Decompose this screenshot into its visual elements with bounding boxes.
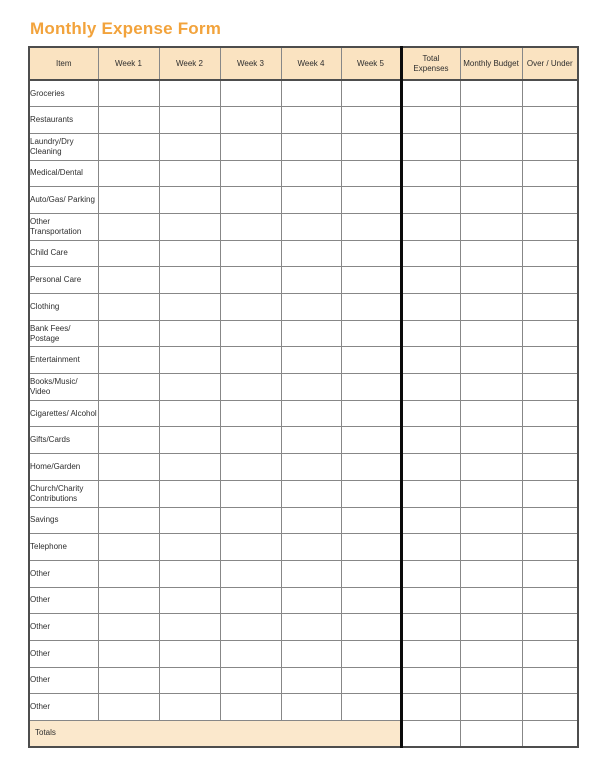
cell-week5[interactable] xyxy=(341,374,401,401)
column-header-week1: Week 1 xyxy=(98,47,159,80)
cell-week1[interactable] xyxy=(98,107,159,134)
cell-total_expenses[interactable] xyxy=(401,347,460,374)
cell-week1[interactable] xyxy=(98,507,159,534)
totals-label-cell: Totals xyxy=(29,721,401,747)
cell-week3[interactable] xyxy=(220,160,281,187)
cell-week4[interactable] xyxy=(281,694,341,721)
totals-cell-over_under[interactable] xyxy=(522,721,578,747)
cell-week1[interactable] xyxy=(98,534,159,561)
cell-total_expenses[interactable] xyxy=(401,187,460,214)
cell-over_under[interactable] xyxy=(522,320,578,347)
cell-total_expenses[interactable] xyxy=(401,294,460,321)
cell-monthly_budget[interactable] xyxy=(460,427,522,454)
cell-week4[interactable] xyxy=(281,240,341,267)
cell-over_under[interactable] xyxy=(522,294,578,321)
row-label: Restaurants xyxy=(29,107,98,134)
cell-week3[interactable] xyxy=(220,213,281,240)
cell-week1[interactable] xyxy=(98,454,159,481)
row-label: Savings xyxy=(29,507,98,534)
cell-week5[interactable] xyxy=(341,294,401,321)
row-label: Church/Charity Contributions xyxy=(29,480,98,507)
table-row xyxy=(29,107,578,134)
cell-week2[interactable] xyxy=(159,667,220,694)
cell-monthly_budget[interactable] xyxy=(460,454,522,481)
cell-week5[interactable] xyxy=(341,213,401,240)
cell-week2[interactable] xyxy=(159,294,220,321)
cell-week4[interactable] xyxy=(281,507,341,534)
row-label: Laundry/Dry Cleaning xyxy=(29,133,98,160)
cell-week5[interactable] xyxy=(341,427,401,454)
cell-monthly_budget[interactable] xyxy=(460,294,522,321)
cell-week4[interactable] xyxy=(281,640,341,667)
cell-week1[interactable] xyxy=(98,213,159,240)
cell-week5[interactable] xyxy=(341,534,401,561)
cell-week5[interactable] xyxy=(341,560,401,587)
totals-row xyxy=(29,721,578,747)
cell-week1[interactable] xyxy=(98,667,159,694)
cell-monthly_budget[interactable] xyxy=(460,507,522,534)
cell-total_expenses[interactable] xyxy=(401,560,460,587)
cell-week1[interactable] xyxy=(98,160,159,187)
cell-over_under[interactable] xyxy=(522,694,578,721)
cell-monthly_budget[interactable] xyxy=(460,347,522,374)
table-row xyxy=(29,454,578,481)
cell-week3[interactable] xyxy=(220,427,281,454)
cell-week1[interactable] xyxy=(98,347,159,374)
cell-week5[interactable] xyxy=(341,507,401,534)
cell-week3[interactable] xyxy=(220,667,281,694)
cell-over_under[interactable] xyxy=(522,133,578,160)
row-label: Other xyxy=(29,640,98,667)
header-row xyxy=(29,47,578,80)
cell-week3[interactable] xyxy=(220,454,281,481)
row-label: Entertainment xyxy=(29,347,98,374)
cell-week3[interactable] xyxy=(220,320,281,347)
cell-week5[interactable] xyxy=(341,160,401,187)
cell-total_expenses[interactable] xyxy=(401,320,460,347)
table-row xyxy=(29,534,578,561)
cell-week1[interactable] xyxy=(98,560,159,587)
cell-over_under[interactable] xyxy=(522,267,578,294)
cell-week5[interactable] xyxy=(341,694,401,721)
cell-over_under[interactable] xyxy=(522,213,578,240)
cell-week5[interactable] xyxy=(341,240,401,267)
cell-week2[interactable] xyxy=(159,614,220,641)
column-header-item: Item xyxy=(29,47,98,80)
cell-monthly_budget[interactable] xyxy=(460,187,522,214)
cell-week2[interactable] xyxy=(159,560,220,587)
cell-over_under[interactable] xyxy=(522,240,578,267)
cell-week3[interactable] xyxy=(220,614,281,641)
cell-total_expenses[interactable] xyxy=(401,454,460,481)
cell-week5[interactable] xyxy=(341,80,401,107)
cell-week1[interactable] xyxy=(98,587,159,614)
cell-monthly_budget[interactable] xyxy=(460,133,522,160)
cell-total_expenses[interactable] xyxy=(401,427,460,454)
cell-monthly_budget[interactable] xyxy=(460,240,522,267)
totals-cell-monthly_budget[interactable] xyxy=(460,721,522,747)
cell-week1[interactable] xyxy=(98,267,159,294)
row-label: Clothing xyxy=(29,294,98,321)
cell-total_expenses[interactable] xyxy=(401,213,460,240)
cell-week3[interactable] xyxy=(220,187,281,214)
cell-total_expenses[interactable] xyxy=(401,107,460,134)
cell-week3[interactable] xyxy=(220,294,281,321)
cell-week5[interactable] xyxy=(341,320,401,347)
cell-monthly_budget[interactable] xyxy=(460,480,522,507)
table-header xyxy=(29,47,578,80)
cell-week3[interactable] xyxy=(220,587,281,614)
table-row xyxy=(29,614,578,641)
cell-monthly_budget[interactable] xyxy=(460,160,522,187)
table-row xyxy=(29,480,578,507)
cell-monthly_budget[interactable] xyxy=(460,400,522,427)
cell-total_expenses[interactable] xyxy=(401,80,460,107)
row-label: Personal Care xyxy=(29,267,98,294)
table-row xyxy=(29,667,578,694)
cell-week4[interactable] xyxy=(281,480,341,507)
cell-monthly_budget[interactable] xyxy=(460,107,522,134)
cell-over_under[interactable] xyxy=(522,400,578,427)
row-label: Home/Garden xyxy=(29,454,98,481)
cell-week4[interactable] xyxy=(281,160,341,187)
cell-week2[interactable] xyxy=(159,347,220,374)
cell-week2[interactable] xyxy=(159,480,220,507)
cell-total_expenses[interactable] xyxy=(401,160,460,187)
cell-monthly_budget[interactable] xyxy=(460,320,522,347)
cell-week5[interactable] xyxy=(341,614,401,641)
table-body xyxy=(29,80,578,747)
cell-week2[interactable] xyxy=(159,694,220,721)
cell-over_under[interactable] xyxy=(522,534,578,561)
page-title: Monthly Expense Form xyxy=(30,19,222,38)
cell-total_expenses[interactable] xyxy=(401,480,460,507)
cell-week4[interactable] xyxy=(281,187,341,214)
cell-week4[interactable] xyxy=(281,614,341,641)
cell-week5[interactable] xyxy=(341,187,401,214)
row-label: Other Transportation xyxy=(29,213,98,240)
cell-monthly_budget[interactable] xyxy=(460,667,522,694)
cell-total_expenses[interactable] xyxy=(401,133,460,160)
row-label: Bank Fees/ Postage xyxy=(29,320,98,347)
cell-week2[interactable] xyxy=(159,107,220,134)
cell-week4[interactable] xyxy=(281,560,341,587)
cell-week2[interactable] xyxy=(159,80,220,107)
cell-monthly_budget[interactable] xyxy=(460,694,522,721)
cell-week4[interactable] xyxy=(281,534,341,561)
row-label: Other xyxy=(29,614,98,641)
cell-over_under[interactable] xyxy=(522,640,578,667)
row-label: Groceries xyxy=(29,80,98,107)
cell-week4[interactable] xyxy=(281,400,341,427)
cell-over_under[interactable] xyxy=(522,614,578,641)
cell-week3[interactable] xyxy=(220,374,281,401)
cell-total_expenses[interactable] xyxy=(401,507,460,534)
cell-week2[interactable] xyxy=(159,133,220,160)
column-header-total_expenses: Total Expenses xyxy=(401,47,460,80)
cell-week3[interactable] xyxy=(220,640,281,667)
cell-total_expenses[interactable] xyxy=(401,667,460,694)
cell-week4[interactable] xyxy=(281,374,341,401)
cell-week2[interactable] xyxy=(159,160,220,187)
cell-week2[interactable] xyxy=(159,400,220,427)
cell-week2[interactable] xyxy=(159,267,220,294)
table-row xyxy=(29,374,578,401)
cell-week1[interactable] xyxy=(98,614,159,641)
cell-total_expenses[interactable] xyxy=(401,640,460,667)
cell-monthly_budget[interactable] xyxy=(460,560,522,587)
cell-week1[interactable] xyxy=(98,240,159,267)
cell-total_expenses[interactable] xyxy=(401,240,460,267)
cell-week4[interactable] xyxy=(281,320,341,347)
cell-week5[interactable] xyxy=(341,454,401,481)
table-row xyxy=(29,694,578,721)
table-row xyxy=(29,80,578,107)
table-row xyxy=(29,640,578,667)
row-label: Telephone xyxy=(29,534,98,561)
cell-week5[interactable] xyxy=(341,640,401,667)
table-row xyxy=(29,427,578,454)
cell-total_expenses[interactable] xyxy=(401,694,460,721)
row-label: Cigarettes/ Alcohol xyxy=(29,400,98,427)
cell-week2[interactable] xyxy=(159,187,220,214)
cell-total_expenses[interactable] xyxy=(401,587,460,614)
cell-over_under[interactable] xyxy=(522,160,578,187)
cell-monthly_budget[interactable] xyxy=(460,80,522,107)
table-row xyxy=(29,347,578,374)
cell-week2[interactable] xyxy=(159,640,220,667)
cell-monthly_budget[interactable] xyxy=(460,267,522,294)
table-row xyxy=(29,213,578,240)
cell-week1[interactable] xyxy=(98,694,159,721)
table-row xyxy=(29,507,578,534)
cell-monthly_budget[interactable] xyxy=(460,213,522,240)
column-header-week5: Week 5 xyxy=(341,47,401,80)
cell-week3[interactable] xyxy=(220,694,281,721)
cell-total_expenses[interactable] xyxy=(401,400,460,427)
row-label: Other xyxy=(29,694,98,721)
cell-total_expenses[interactable] xyxy=(401,534,460,561)
cell-week1[interactable] xyxy=(98,294,159,321)
table-row xyxy=(29,560,578,587)
cell-week2[interactable] xyxy=(159,213,220,240)
cell-week1[interactable] xyxy=(98,427,159,454)
expense-table xyxy=(28,46,579,748)
cell-week4[interactable] xyxy=(281,667,341,694)
column-header-over_under: Over / Under xyxy=(522,47,578,80)
row-label: Child Care xyxy=(29,240,98,267)
cell-week3[interactable] xyxy=(220,267,281,294)
cell-week1[interactable] xyxy=(98,640,159,667)
table-row xyxy=(29,160,578,187)
cell-over_under[interactable] xyxy=(522,374,578,401)
row-label: Other xyxy=(29,667,98,694)
column-header-week2: Week 2 xyxy=(159,47,220,80)
cell-week5[interactable] xyxy=(341,480,401,507)
cell-week3[interactable] xyxy=(220,507,281,534)
cell-week5[interactable] xyxy=(341,267,401,294)
cell-week4[interactable] xyxy=(281,133,341,160)
row-label: Medical/Dental xyxy=(29,160,98,187)
cell-week4[interactable] xyxy=(281,213,341,240)
row-label: Other xyxy=(29,587,98,614)
cell-over_under[interactable] xyxy=(522,187,578,214)
cell-week4[interactable] xyxy=(281,80,341,107)
cell-week2[interactable] xyxy=(159,320,220,347)
cell-monthly_budget[interactable] xyxy=(460,587,522,614)
table-row xyxy=(29,133,578,160)
table-row xyxy=(29,187,578,214)
cell-monthly_budget[interactable] xyxy=(460,614,522,641)
cell-over_under[interactable] xyxy=(522,507,578,534)
cell-week3[interactable] xyxy=(220,560,281,587)
cell-week4[interactable] xyxy=(281,587,341,614)
cell-week4[interactable] xyxy=(281,454,341,481)
cell-over_under[interactable] xyxy=(522,80,578,107)
cell-week4[interactable] xyxy=(281,427,341,454)
cell-monthly_budget[interactable] xyxy=(460,534,522,561)
cell-total_expenses[interactable] xyxy=(401,267,460,294)
cell-over_under[interactable] xyxy=(522,480,578,507)
cell-over_under[interactable] xyxy=(522,347,578,374)
cell-week4[interactable] xyxy=(281,347,341,374)
row-label: Auto/Gas/ Parking xyxy=(29,187,98,214)
cell-week2[interactable] xyxy=(159,240,220,267)
cell-week1[interactable] xyxy=(98,133,159,160)
cell-week1[interactable] xyxy=(98,400,159,427)
cell-over_under[interactable] xyxy=(522,560,578,587)
table-row xyxy=(29,320,578,347)
table-row xyxy=(29,400,578,427)
cell-week2[interactable] xyxy=(159,507,220,534)
cell-week3[interactable] xyxy=(220,107,281,134)
row-label: Other xyxy=(29,560,98,587)
cell-week5[interactable] xyxy=(341,587,401,614)
cell-week3[interactable] xyxy=(220,400,281,427)
cell-week2[interactable] xyxy=(159,534,220,561)
cell-monthly_budget[interactable] xyxy=(460,374,522,401)
cell-week5[interactable] xyxy=(341,400,401,427)
cell-week1[interactable] xyxy=(98,480,159,507)
cell-week4[interactable] xyxy=(281,294,341,321)
totals-cell-total_expenses[interactable] xyxy=(401,721,460,747)
cell-week3[interactable] xyxy=(220,480,281,507)
cell-week3[interactable] xyxy=(220,80,281,107)
cell-week3[interactable] xyxy=(220,133,281,160)
column-header-week4: Week 4 xyxy=(281,47,341,80)
cell-week1[interactable] xyxy=(98,80,159,107)
cell-week5[interactable] xyxy=(341,347,401,374)
cell-week5[interactable] xyxy=(341,107,401,134)
cell-week5[interactable] xyxy=(341,667,401,694)
row-label: Books/Music/ Video xyxy=(29,374,98,401)
cell-week4[interactable] xyxy=(281,267,341,294)
cell-over_under[interactable] xyxy=(522,107,578,134)
cell-week3[interactable] xyxy=(220,347,281,374)
cell-week4[interactable] xyxy=(281,107,341,134)
cell-week2[interactable] xyxy=(159,454,220,481)
cell-week2[interactable] xyxy=(159,587,220,614)
cell-week1[interactable] xyxy=(98,187,159,214)
table-row xyxy=(29,294,578,321)
cell-total_expenses[interactable] xyxy=(401,614,460,641)
cell-week2[interactable] xyxy=(159,374,220,401)
table-row xyxy=(29,587,578,614)
cell-week1[interactable] xyxy=(98,374,159,401)
cell-week2[interactable] xyxy=(159,427,220,454)
column-header-monthly_budget: Monthly Budget xyxy=(460,47,522,80)
table-row xyxy=(29,240,578,267)
cell-week1[interactable] xyxy=(98,320,159,347)
column-header-week3: Week 3 xyxy=(220,47,281,80)
cell-week5[interactable] xyxy=(341,133,401,160)
cell-monthly_budget[interactable] xyxy=(460,640,522,667)
cell-over_under[interactable] xyxy=(522,587,578,614)
table-row xyxy=(29,267,578,294)
cell-week3[interactable] xyxy=(220,534,281,561)
cell-over_under[interactable] xyxy=(522,454,578,481)
row-label: Gifts/Cards xyxy=(29,427,98,454)
cell-over_under[interactable] xyxy=(522,667,578,694)
cell-week3[interactable] xyxy=(220,240,281,267)
cell-total_expenses[interactable] xyxy=(401,374,460,401)
cell-over_under[interactable] xyxy=(522,427,578,454)
